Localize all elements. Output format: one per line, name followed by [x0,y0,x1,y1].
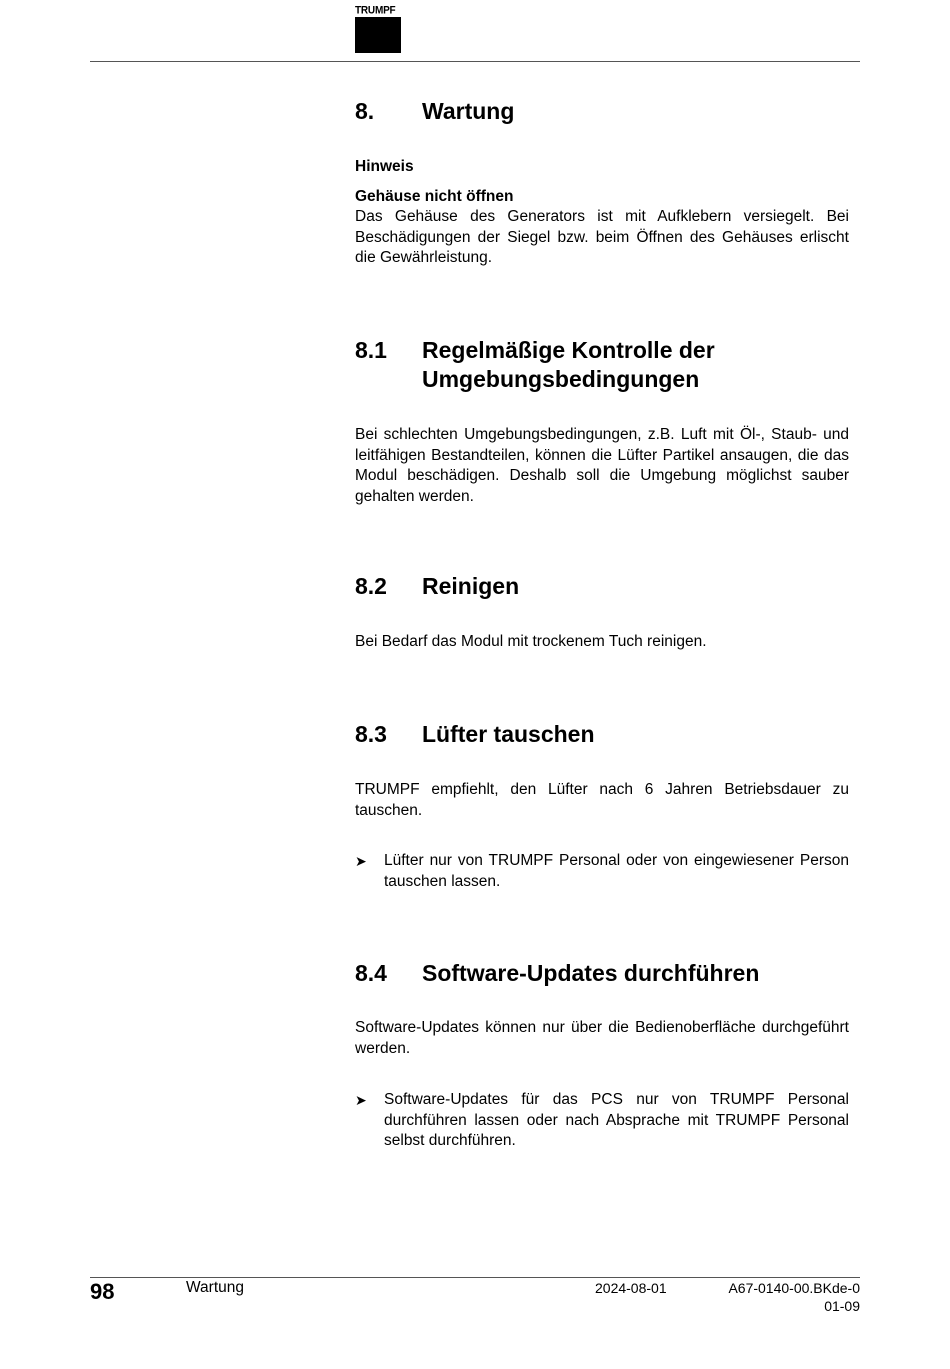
trumpf-logo [355,6,401,53]
warning-text: Das Gehäuse des Generators ist mit Aufklebern versiegelt. Bei Beschädigungen der Siegel bzw. beim Öffnen des Gehäuses erlischt die Gewährleistung. [355,208,849,267]
bullet-text: Software-Updates für das PCS nur von TRUMPF Personal durchführen lassen oder nach Absprache mit TRUMPF Personal selbst durchführen. [384,1091,849,1150]
warning-title: Gehäuse nicht öffnen [355,188,514,205]
footer-date: 2024-08-01 [595,1280,667,1296]
section-8-4-text: Software-Updates können nur über die Bedienoberfläche durchgeführt werden. [355,1019,849,1057]
section-8-1-text: Bei schlechten Umgebungsbedingungen, z.B. Luft mit Öl-, Staub- und leitfähigen Bestandteilen, können die Lüfter Partikel ansaugen, die das Modul beschädigen. Deshalb soll die Umgebung möglichst sauber gehalten werden. [355,426,849,506]
section-8-3-text: TRUMPF empfiehlt, den Lüfter nach 6 Jahren Betriebsdauer zu tauschen. [355,781,849,819]
section-number: 8. [355,98,375,124]
section-8-3-bullet [355,851,849,892]
logo-block [355,17,401,53]
header-rule [90,61,860,62]
bullet-text: Lüfter nur von TRUMPF Personal oder von eingewiesener Person tauschen lassen. [384,852,849,890]
doc-id-line2: 01-09 [824,1298,860,1314]
section-8-4-heading [355,959,850,988]
section-title: Wartung [422,98,515,124]
section-number: 8.3 [355,721,387,747]
section-8-2-text: Bei Bedarf das Modul mit trockenem Tuch reinigen. [355,633,707,650]
note-label: Hinweis [355,158,414,175]
doc-id-line1: A67-0140-00.BKde-0 [728,1280,860,1296]
section-title-line1: Regelmäßige Kontrolle der [422,337,715,363]
section-title-line2: Umgebungsbedingungen [422,366,700,392]
section-title: Software-Updates durchführen [422,960,760,986]
section-8-heading [355,97,850,126]
section-title: Reinigen [422,573,520,599]
footer-chapter: Wartung [186,1279,245,1296]
section-number: 8.1 [355,337,387,363]
section-8-1-heading [355,336,850,394]
arrow-bullet-icon: ➤ [355,1092,367,1108]
footer-doc-id [728,1279,860,1315]
section-8-2-heading [355,572,850,601]
logo-text: TRUMPF [355,4,396,18]
section-number: 8.2 [355,573,387,599]
section-8-4-bullet [355,1090,849,1152]
arrow-bullet-icon: ➤ [355,853,367,869]
page-number: 98 [90,1279,115,1304]
section-number: 8.4 [355,960,387,986]
footer-rule [90,1277,860,1278]
section-title: Lüfter tauschen [422,721,595,747]
section-8-3-heading [355,720,850,749]
